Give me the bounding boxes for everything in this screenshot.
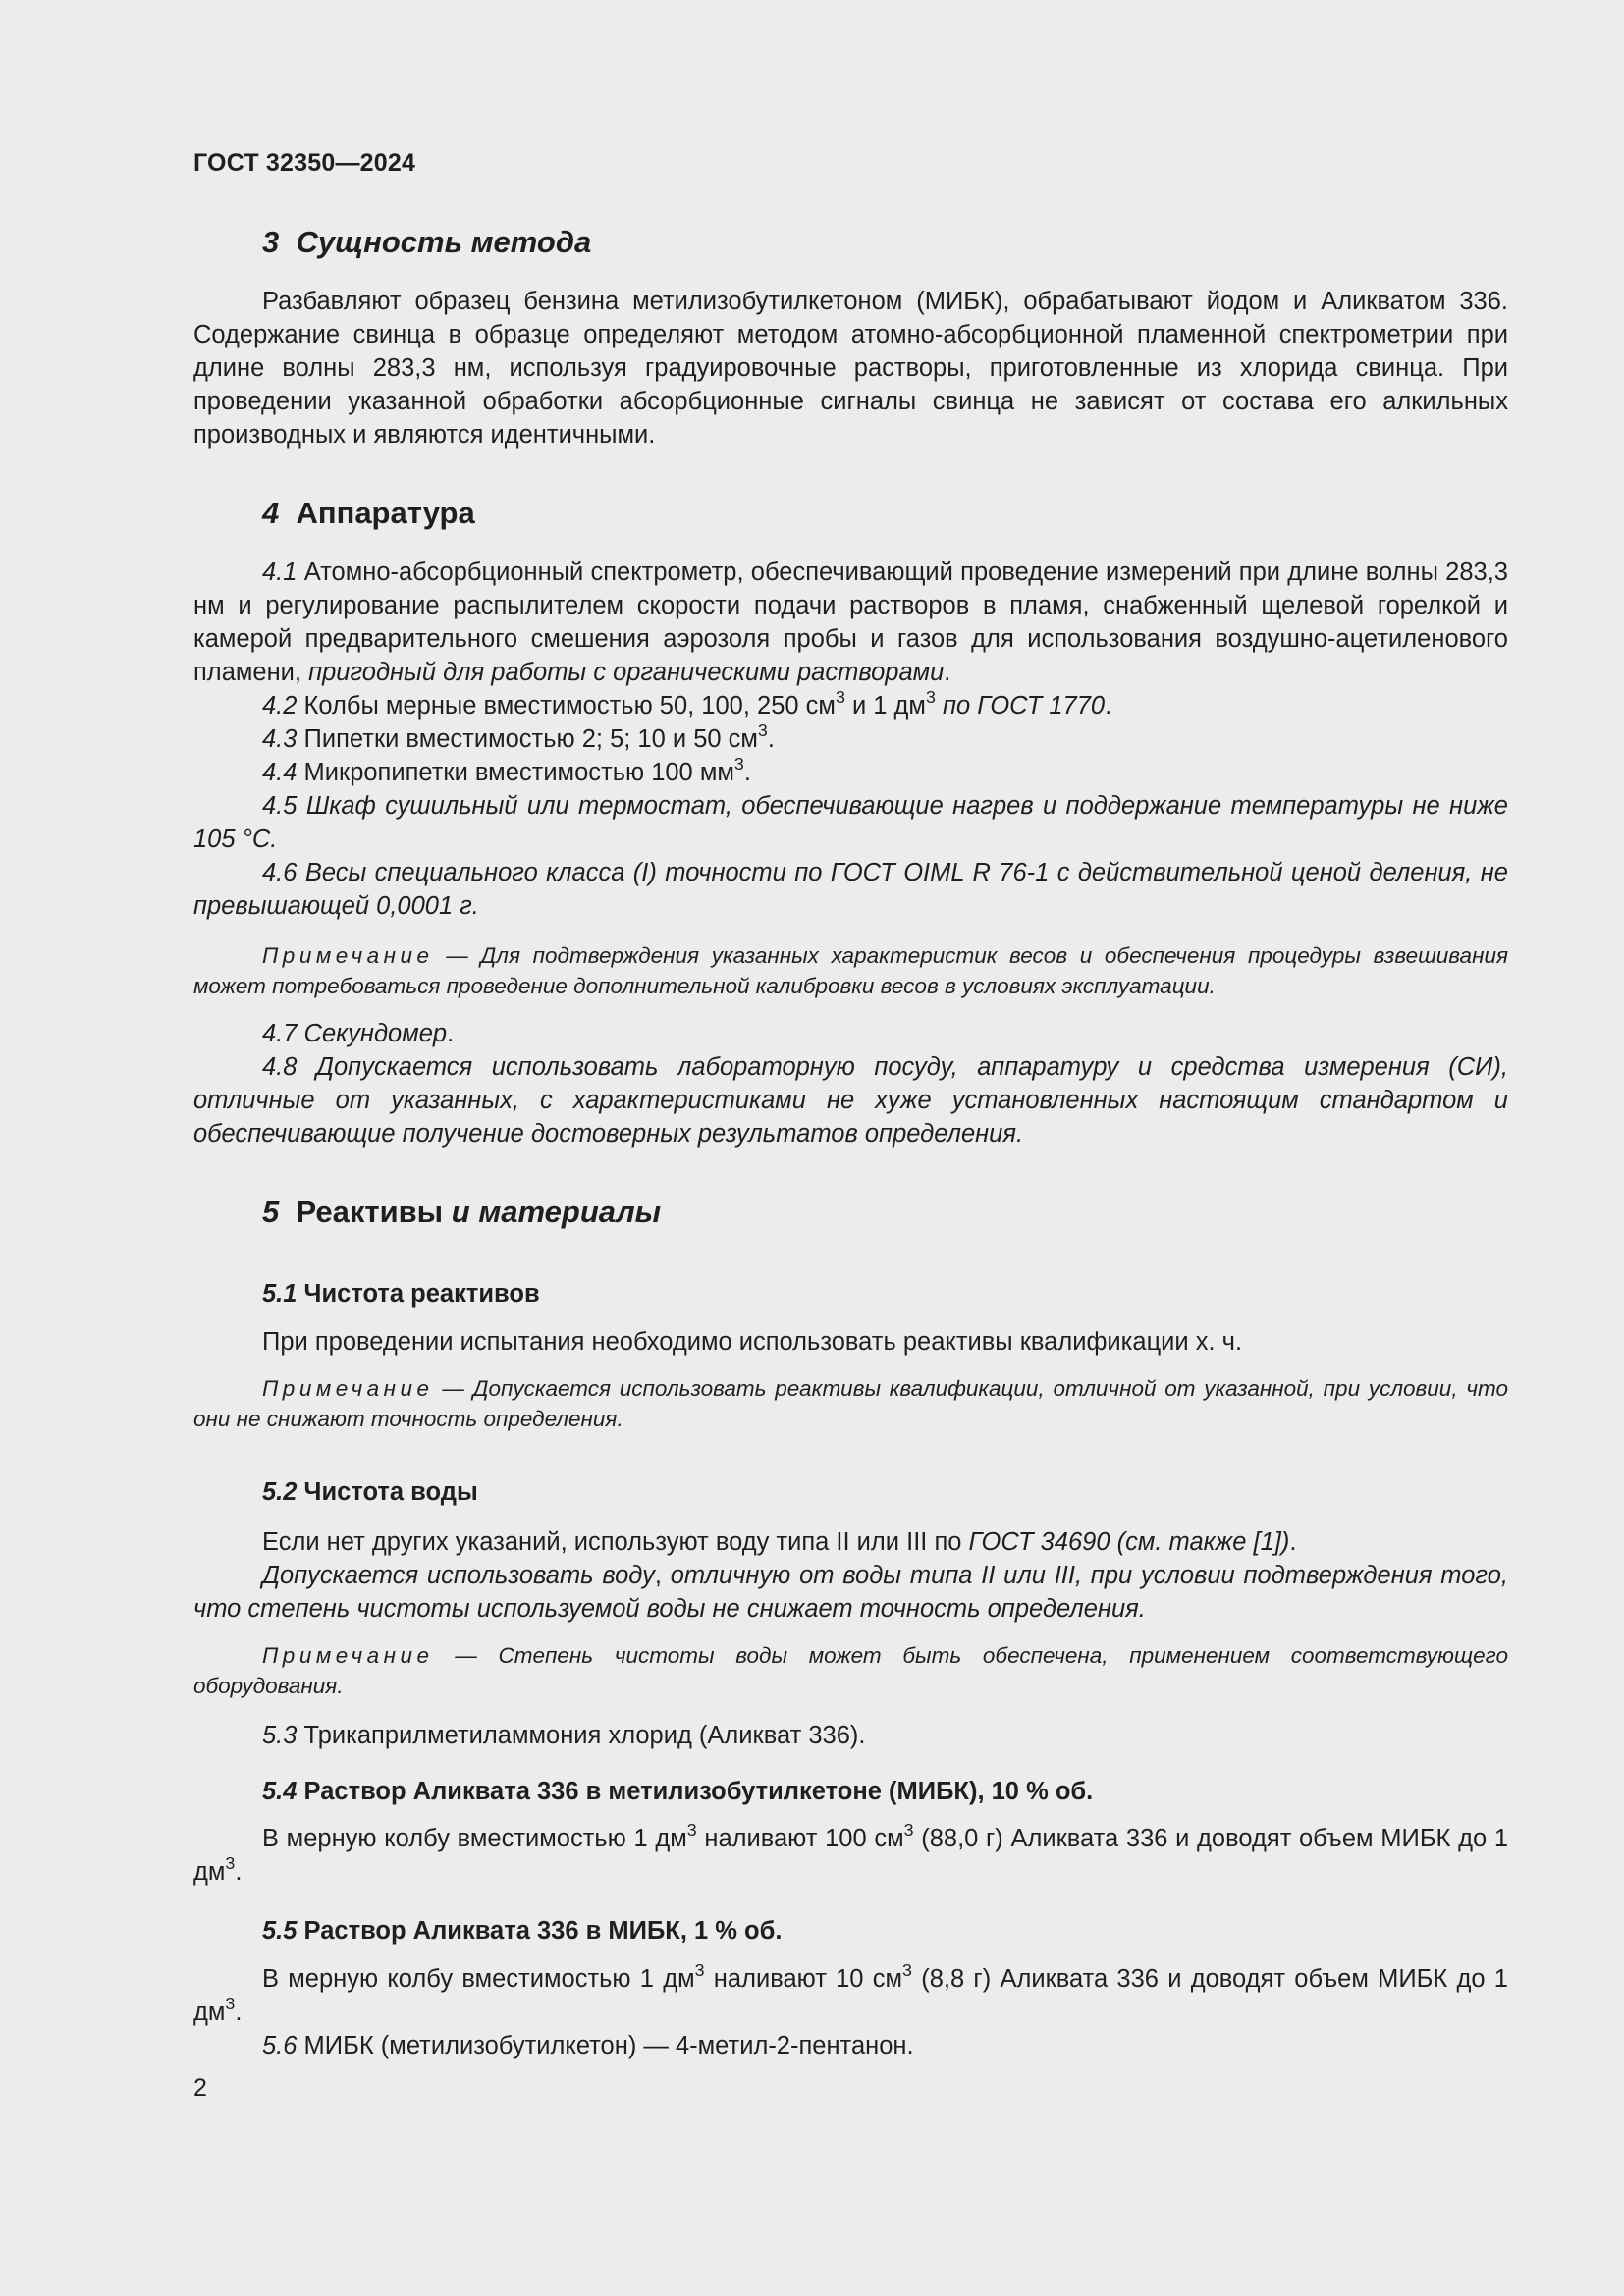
note-dash: — (433, 1643, 499, 1668)
item-text: МИБК (метилизобутилкетон) — 4-метил-2-пентанон. (303, 2032, 914, 2059)
item-number: 4.7 (262, 1020, 298, 1047)
item-text: Трикаприлметиламмония хлорид (Аликват 336). (303, 1722, 866, 1749)
text: (88,0 г) Аликвата 336 и доводят объем МИБК до 1 дм (193, 1825, 1508, 1886)
text-italic: ГОСТ 34690 (см. также [1]) (968, 1528, 1290, 1556)
superscript: 3 (902, 1959, 912, 1980)
item-text-italic: по ГОСТ 1770 (935, 692, 1106, 720)
item-text: Атомно-абсорбционный спектрометр, обеспечивающий проведение измерений при длине волны 283,3 нм и регулирование распылителем скорости подачи растворов в пламя, снабженный щелевой горелкой и камерой предварительного смешения аэрозоля пробы и газов для использования воздушно-ацетиленового пламени, (193, 559, 1508, 686)
section-title: Аппаратура (296, 496, 475, 530)
paragraph: Разбавляют образец бензина метилизобутилкетоном (МИБК), обрабатывают йодом и Аликватом 336. Содержание свинца в образце определяют методом атомно-абсорбционной пламенной спектрометрии при длине волны 283,3 нм, используя градуировочные растворы, приготовленные из хлорида свинца. При проведении указанной обработки абсорбционные сигналы свинца не зависят от состава его алкильных производных и являются идентичными. (193, 288, 1508, 449)
punct: . (235, 1999, 243, 2026)
item-number: 5.6 (262, 2032, 298, 2059)
superscript: 3 (694, 1959, 705, 1980)
note-label: Примечание (262, 1643, 434, 1668)
subsection-number: 5.4 (262, 1778, 298, 1805)
document-header: ГОСТ 32350—2024 (193, 149, 416, 177)
subsection-5-5 (193, 1915, 1508, 1948)
item-text: Микропипетки вместимостью 100 мм (303, 759, 734, 786)
section-4-body (193, 556, 1508, 923)
paragraph (193, 2029, 1508, 2062)
item-number: 4.2 (262, 692, 298, 720)
item-4-7 (193, 1017, 1508, 1050)
item-text: Весы специального класса (I) точности по ГОСТ OIML R 76-1 с действительной ценой деления, не превышающей 0,0001 г. (193, 859, 1508, 920)
section-4-body-2 (193, 1017, 1508, 1150)
page-number: 2 (193, 2074, 207, 2102)
item-number: 4.8 (262, 1053, 298, 1081)
note (193, 940, 1508, 1001)
note-label: Примечание (262, 943, 434, 968)
note-label: Примечание (262, 1376, 434, 1401)
section-number: 4 (262, 496, 280, 530)
note-text: Допускается использовать реактивы квалификации, отличной от указанной, при условии, что они не снижают точность определения. (193, 1376, 1508, 1431)
superscript: 3 (733, 753, 744, 774)
paragraph (193, 1719, 1508, 1752)
section-3 (193, 224, 1508, 260)
note (193, 1373, 1508, 1434)
text: , (654, 1562, 671, 1589)
subsection-heading (193, 1476, 1508, 1509)
text: наливают 100 см (696, 1825, 904, 1852)
section-5-heading (193, 1194, 1508, 1230)
punct: . (1105, 692, 1112, 720)
punct: . (447, 1020, 455, 1047)
note (193, 1640, 1508, 1701)
subsection-number: 5.5 (262, 1917, 298, 1945)
note-text: Для подтверждения указанных характеристик весов и обеспечения процедуры взвешивания может потребоваться проведение дополнительной калибровки весов в условиях эксплуатации. (193, 943, 1508, 998)
subsection-5-1-body (193, 1325, 1508, 1359)
subsection-5-2 (193, 1476, 1508, 1509)
note-4 (193, 940, 1508, 1001)
subsection-5-1 (193, 1278, 1508, 1310)
superscript: 3 (225, 1993, 236, 2013)
text: Допускается использовать воду (262, 1562, 655, 1589)
punct: . (235, 1858, 243, 1886)
text: В мерную колбу вместимостью 1 дм (262, 1965, 695, 1993)
item-text: Колбы мерные вместимостью 50, 100, 250 см (303, 692, 836, 720)
superscript: 3 (903, 1819, 914, 1840)
item-text-italic: пригодный для работы с органическими растворами (308, 659, 945, 686)
subsection-5-2-body (193, 1525, 1508, 1626)
superscript: 3 (835, 686, 845, 707)
section-number: 3 (262, 225, 280, 259)
note-dash: — (433, 943, 481, 968)
item-text: Пипетки вместимостью 2; 5; 10 и 50 см (303, 725, 758, 753)
superscript: 3 (686, 1819, 697, 1840)
note-dash: — (433, 1376, 473, 1401)
item-number: 4.1 (262, 559, 298, 586)
subsection-5-3 (193, 1719, 1508, 1752)
subsection-title: Чистота воды (303, 1478, 478, 1506)
section-4 (193, 495, 1508, 531)
punct: . (944, 659, 951, 686)
item-4-1 (193, 556, 1508, 689)
subsection-title: Чистота реактивов (303, 1280, 540, 1308)
punct: . (1289, 1528, 1297, 1556)
paragraph: При проведении испытания необходимо использовать реактивы квалификации х. ч. (262, 1328, 1243, 1356)
paragraph (193, 1819, 1508, 1889)
item-4-2 (193, 686, 1508, 722)
section-title-italic: и материалы (443, 1195, 662, 1229)
subsection-number: 5.1 (262, 1280, 298, 1308)
section-title: Реактивы (296, 1195, 444, 1229)
item-4-8 (193, 1050, 1508, 1150)
section-3-heading (193, 224, 1508, 260)
item-number: 4.6 (262, 859, 298, 886)
item-number: 4.5 (262, 792, 298, 820)
subsection-number: 5.2 (262, 1478, 298, 1506)
item-number: 4.3 (262, 725, 298, 753)
subsection-5-4-body (193, 1819, 1508, 1889)
section-number: 5 (262, 1195, 280, 1229)
item-4-5 (193, 789, 1508, 856)
section-title: Сущность метода (296, 225, 592, 259)
text: В мерную колбу вместимостью 1 дм (262, 1825, 687, 1852)
superscript: 3 (925, 686, 936, 707)
item-number: 4.4 (262, 759, 298, 786)
punct: . (743, 759, 751, 786)
subsection-heading (193, 1776, 1508, 1808)
paragraph (193, 1959, 1508, 2029)
item-text: Допускается использовать лабораторную посуду, аппаратуру и средства измерения (СИ), отличные от указанных, с характеристиками не хуже установленных настоящим стандартом и обеспечивающие получение достоверных результатов определения. (193, 1053, 1509, 1148)
text: Если нет других указаний, используют воду типа II или III по (262, 1528, 969, 1556)
superscript: 3 (225, 1852, 236, 1873)
section-3-body (193, 285, 1508, 452)
subsection-heading (193, 1915, 1508, 1948)
subsection-title: Раствор Аликвата 336 в метилизобутилкетоне (МИБК), 10 % об. (303, 1778, 1094, 1805)
punct: . (767, 725, 775, 753)
note-5-2 (193, 1640, 1508, 1701)
text: (8,8 г) Аликвата 336 и доводят объем МИБК до 1 дм (193, 1965, 1508, 2026)
text: отличную от воды типа II или III, при условии подтверждения того, что степень чистоты используемой воды не снижает точность определения. (193, 1562, 1508, 1623)
subsection-title: Раствор Аликвата 336 в МИБК, 1 % об. (303, 1917, 783, 1945)
superscript: 3 (757, 720, 768, 740)
item-4-4 (193, 753, 1508, 789)
paragraph (193, 1559, 1508, 1626)
section-5 (193, 1194, 1508, 1230)
item-text: и 1 дм (844, 692, 926, 720)
subsection-heading (193, 1278, 1508, 1310)
section-4-heading (193, 495, 1508, 531)
item-number: 5.3 (262, 1722, 298, 1749)
item-text: Секундомер (303, 1020, 448, 1047)
paragraph (193, 1525, 1508, 1559)
item-text: Шкаф сушильный или термостат, обеспечивающие нагрев и поддержание температуры не ниже 105 °С. (193, 792, 1508, 853)
note-5-1 (193, 1373, 1508, 1434)
note-text: Степень чистоты воды может быть обеспечена, применением соответствующего оборудования. (193, 1643, 1508, 1698)
text: наливают 10 см (704, 1965, 903, 1993)
subsection-5-5-body (193, 1959, 1508, 2062)
item-4-6 (193, 856, 1508, 923)
item-4-3 (193, 722, 1508, 756)
subsection-5-4 (193, 1776, 1508, 1808)
